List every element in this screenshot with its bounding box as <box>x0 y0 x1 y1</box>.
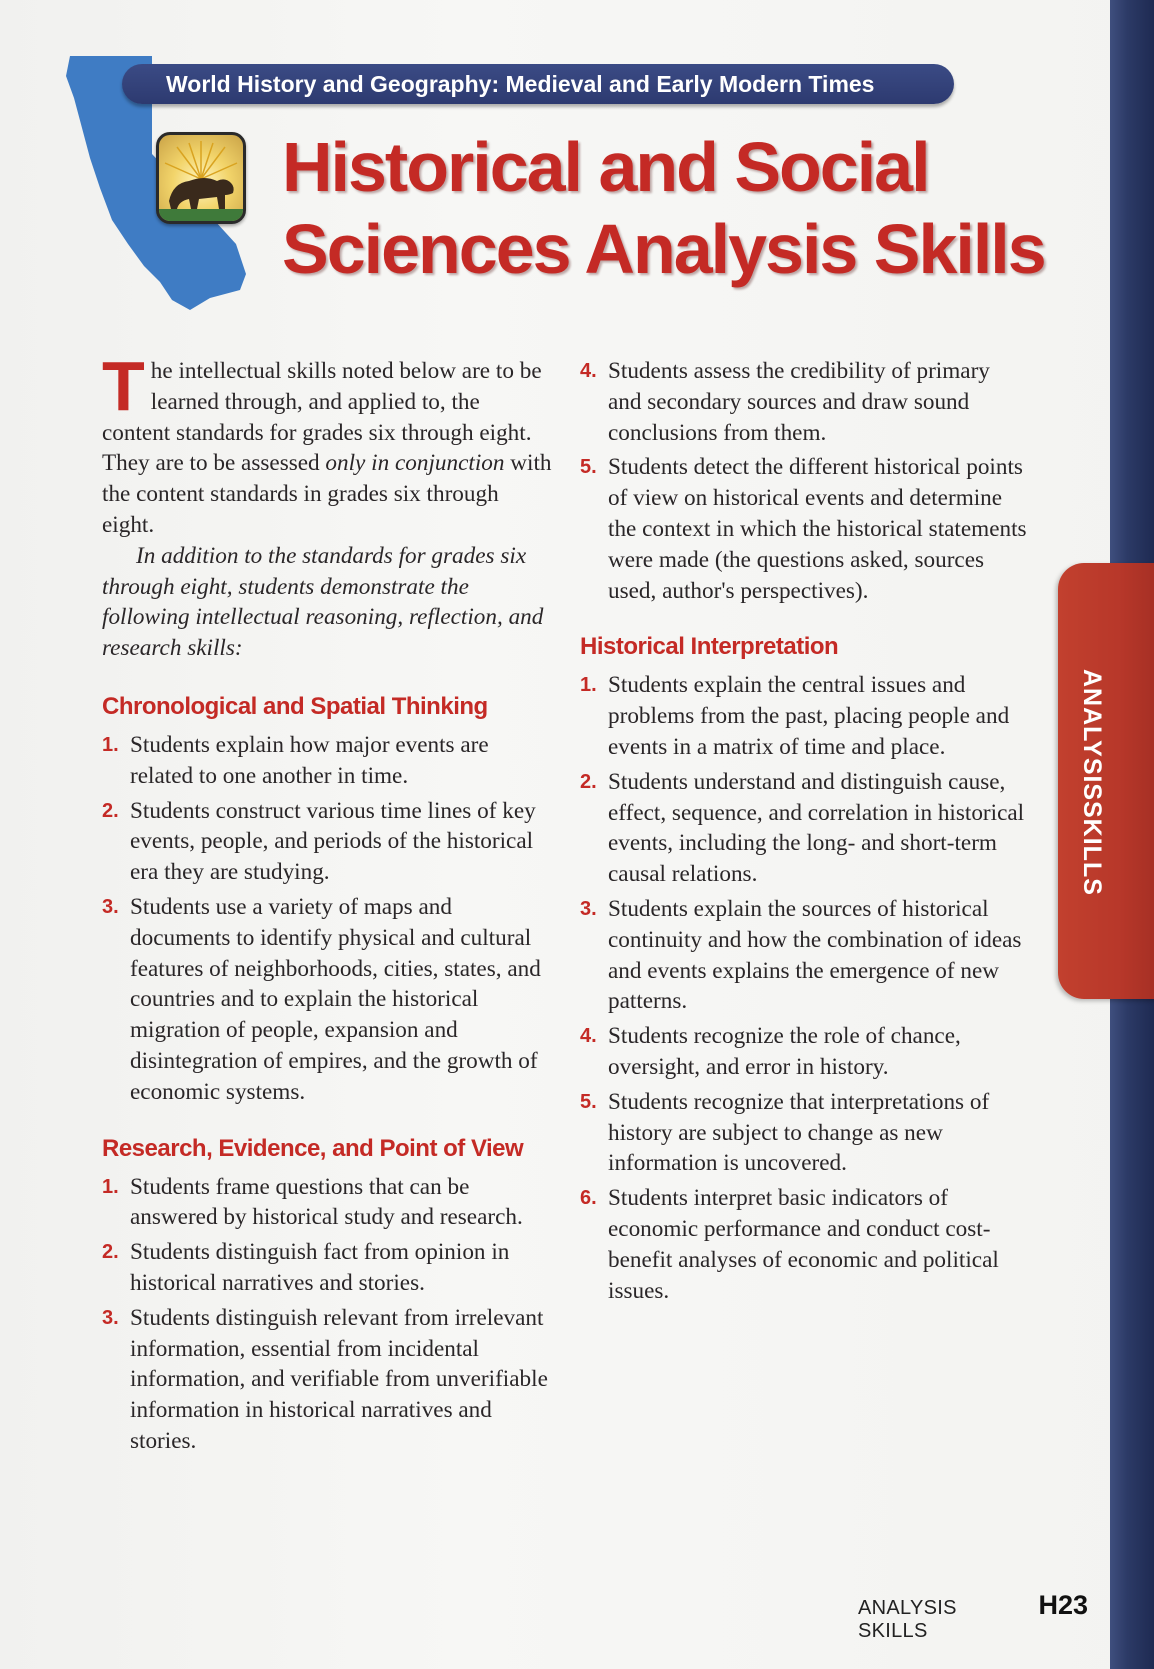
right-column <box>580 356 1028 1306</box>
item-text: Students use a variety of maps and documents to identify physical and cultural features of neighborhoods, cities, states, and countries and to explain the historical migration of people, expansion and disintegration of empires, and the growth of economic systems. <box>130 893 541 1105</box>
left-column <box>102 347 552 1457</box>
interpretation-list <box>580 670 1028 1306</box>
page-footer <box>858 1590 1088 1642</box>
intro-text-a: he intellectual skills noted below are to be learned through, and applied to, the content standards for grades six through eight. They are to be assessed <box>102 358 542 477</box>
chronological-list <box>102 730 552 1108</box>
list-item <box>580 452 1028 606</box>
page-title <box>282 126 1045 290</box>
item-text: Students distinguish relevant from irrelevant information, essential from incidental information, and verifiable from unverifiable information in historical narratives and stories. <box>130 1304 548 1454</box>
item-text: Students detect the different historical points of view on historical events and determine the context in which the historical statements were made (the questions asked, sources used, author's perspectives). <box>608 454 1027 604</box>
list-item <box>102 796 552 888</box>
bear-icon <box>159 135 243 221</box>
item-number: 1. <box>580 674 597 697</box>
item-text: Students recognize the role of chance, oversight, and error in history. <box>608 1023 961 1080</box>
list-item <box>102 1172 552 1234</box>
item-text: Students recognize that interpretations of history are subject to change as new information is uncovered. <box>608 1088 990 1177</box>
item-number: 2. <box>580 770 597 793</box>
item-text: Students frame questions that can be answered by historical study and research. <box>130 1173 523 1231</box>
item-text: Students understand and distinguish cause, effect, sequence, and correlation in historical events, including the long- and short-term causal relations. <box>608 768 1025 888</box>
list-item <box>580 767 1028 890</box>
series-banner: World History and Geography: Medieval and Early Modern Times <box>122 64 954 104</box>
item-number: 4. <box>580 1025 597 1048</box>
intro-text-b: with the content standards in grades six through eight. <box>102 450 552 538</box>
item-number: 2. <box>102 799 119 822</box>
bear-seal-icon <box>156 132 246 224</box>
page-number: H23 <box>1038 1590 1088 1620</box>
title-line1: Historical and Social <box>282 128 929 206</box>
item-text: Students assess the credibility of primary and secondary sources and draw sound conclusions from them. <box>608 358 990 446</box>
section-heading-research: Research, Evidence, and Point of View <box>102 1134 524 1162</box>
item-text: Students explain the sources of historical continuity and how the combination of ideas and events explains the emergence of new patterns. <box>608 895 1022 1015</box>
footer-section-label: ANALYSIS SKILLS <box>858 1597 957 1642</box>
item-text: Students distinguish fact from opinion in historical narratives and stories. <box>130 1239 510 1296</box>
drop-cap: T <box>102 347 145 425</box>
item-number: 1. <box>102 1175 119 1198</box>
intro-paragraph-2: In addition to the standards for grades six through eight, students demonstrate the following intellectual reasoning, reflection, and research skills: <box>102 542 544 662</box>
list-item <box>580 670 1028 762</box>
side-tab-line1: ANALYSIS <box>1078 668 1106 801</box>
research-list-left <box>102 1172 552 1457</box>
intro-paragraph <box>102 347 552 541</box>
item-text: Students construct various time lines of key events, people, and periods of the historical era they are studying. <box>130 797 536 886</box>
list-item <box>580 1087 1028 1179</box>
item-number: 3. <box>102 1306 119 1329</box>
list-item <box>580 1021 1028 1083</box>
section-heading-chronological: Chronological and Spatial Thinking <box>102 692 488 720</box>
list-item <box>102 892 552 1108</box>
list-item <box>580 894 1028 1017</box>
list-item <box>580 1183 1028 1306</box>
item-number: 3. <box>580 897 597 920</box>
title-line2: Sciences Analysis Skills <box>282 210 1045 288</box>
item-number: 6. <box>580 1187 597 1210</box>
item-number: 2. <box>102 1241 119 1264</box>
item-text: Students explain the central issues and problems from the past, placing people and events in a matrix of time and place. <box>608 672 1010 760</box>
list-item <box>102 730 552 792</box>
intro-text-italic: only in conjunction <box>325 450 505 477</box>
item-number: 5. <box>580 1090 597 1113</box>
list-item <box>580 356 1028 448</box>
side-tab-label <box>1062 668 1122 896</box>
item-text: Students explain how major events are related to one another in time. <box>130 731 489 789</box>
item-number: 5. <box>580 456 597 479</box>
item-number: 3. <box>102 895 119 918</box>
item-number: 4. <box>580 360 597 382</box>
research-list-right <box>580 356 1028 606</box>
list-item <box>102 1237 552 1299</box>
list-item <box>102 1303 552 1457</box>
item-number: 1. <box>102 733 119 756</box>
side-tab-line2: SKILLS <box>1078 800 1106 896</box>
section-heading-interpretation: Historical Interpretation <box>580 633 839 661</box>
item-text: Students interpret basic indicators of economic performance and conduct cost-benefit analyses of economic and political issues. <box>608 1185 999 1304</box>
